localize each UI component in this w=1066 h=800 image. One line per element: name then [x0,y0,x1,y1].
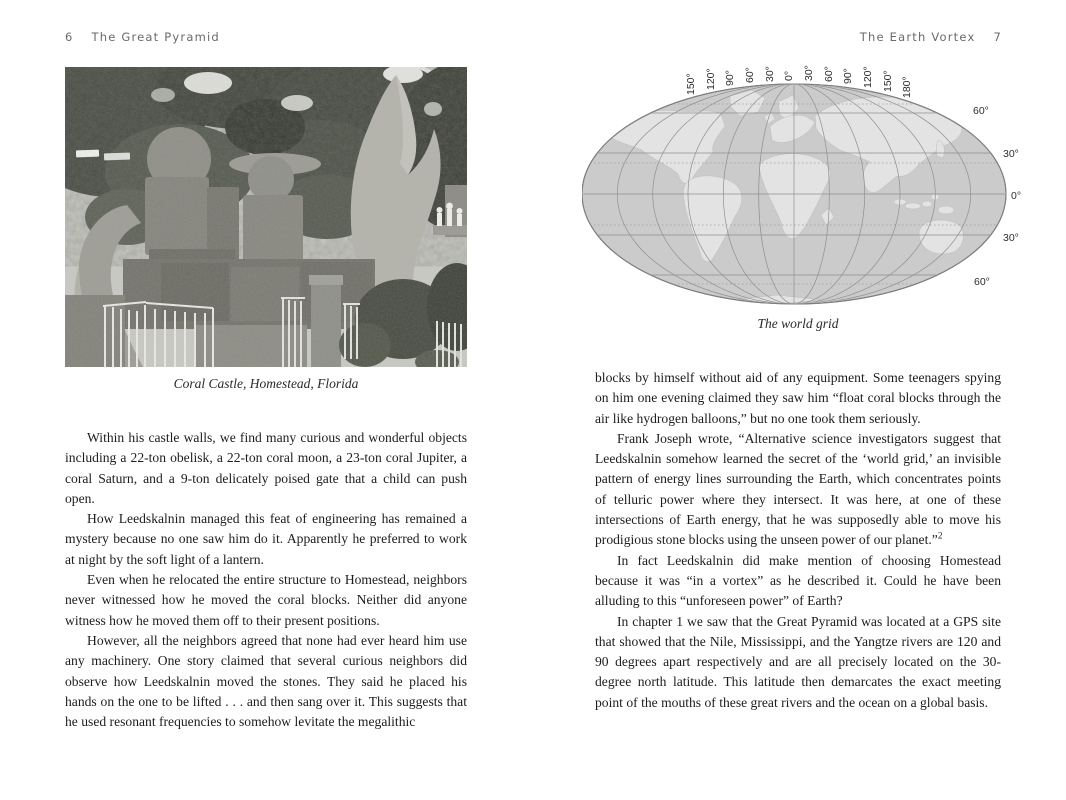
left-running-head [65,30,220,44]
world-grid-map [582,54,1029,312]
paragraph: Within his castle walls, we find many curious and wonderful objects including a 22-ton obelisk, a 22-ton coral moon, a 23-ton coral Jupiter, a coral Saturn, and a 9-ton delicately poised gate that a child can push open. [65,430,467,506]
right-page-body [595,368,1001,713]
svg-text:30°: 30° [764,66,776,82]
svg-text:30°: 30° [1003,232,1019,244]
svg-text:60°: 60° [973,105,989,117]
left-page-number: 6 [65,30,74,44]
svg-text:90°: 90° [724,70,736,86]
paragraph [595,429,1001,551]
svg-text:30°: 30° [803,65,815,81]
svg-text:60°: 60° [744,67,756,83]
svg-text:60°: 60° [974,276,990,288]
paragraph: In chapter 1 we saw that the Great Pyramid was located at a GPS site that showed that the Nile, Mississippi, and the Yangtze rivers are 120 and 90 degrees apart respectively and are all precisely located on the 30-degree north latitude. This latitude then demarcates the exact meeting point of the mouths of these great rivers and the ocean on a global basis. [595,613,1001,710]
paragraph-text: Frank Joseph wrote, “Alternative science investigators suggest that Leedskalnin somehow learned the secret of the ‘world grid,’ an invisible pattern of energy lines surrounding the Earth, which concentrates points of telluric power where they intersect. It was here, at one of these intersections of Earth energy, that he was supposedly able to move his prodigious stone blocks using the unseen power of our planet.” [595,430,1001,548]
paragraph: In fact Leedskalnin did make mention of choosing Homestead because it was “in a vortex” as he described it. Could he have been alluding to this “unforeseen power” of Earth? [595,552,1001,609]
svg-text:30°: 30° [1003,148,1019,160]
right-running-title: The Earth Vortex [859,30,976,44]
coral-castle-photo-image [65,67,467,367]
map-caption: The world grid [757,316,839,331]
svg-text:120°: 120° [705,68,717,90]
paragraph: Even when he relocated the entire structure to Homestead, neighbors never witnessed how he moved the coral blocks. Neither did anyone witness how he moved them off to their present positions. [65,572,467,628]
svg-text:150°: 150° [882,70,894,92]
svg-text:150°: 150° [685,73,697,95]
svg-text:90°: 90° [842,68,854,84]
paragraph: However, all the neighbors agreed that none had ever heard him use any machinery. One story claimed that several curious neighbors did observe how Leedskalnin moved the stones. They said he placed his hands on the one to be lifted . . . and then sang over it. This suggests that he used resonant frequencies to somehow levitate the megalithic [65,632,467,730]
svg-text:60°: 60° [823,66,835,82]
left-running-title: The Great Pyramid [91,30,220,44]
svg-text:180°: 180° [901,76,913,98]
svg-text:120°: 120° [862,66,874,88]
svg-text:0°: 0° [1011,190,1022,202]
left-page-body [65,428,467,732]
paragraph: blocks by himself without aid of any equipment. Some teenagers spying on him one evening claimed they saw him “float coral blocks through the air like hydrogen balloons,” but no one took them seriously. [595,370,1001,426]
svg-text:0°: 0° [783,70,795,81]
right-page-number: 7 [993,30,1002,44]
paragraph: How Leedskalnin managed this feat of engineering has remained a mystery because no one saw him do it. Apparently he preferred to work at night by the soft light of a lantern. [65,511,467,567]
coral-castle-photo [65,67,467,367]
footnote-marker: 2 [937,530,943,541]
world-grid-map-image [582,54,1029,312]
photo-caption: Coral Castle, Homestead, Florida [173,376,359,391]
right-running-head [860,30,1002,44]
